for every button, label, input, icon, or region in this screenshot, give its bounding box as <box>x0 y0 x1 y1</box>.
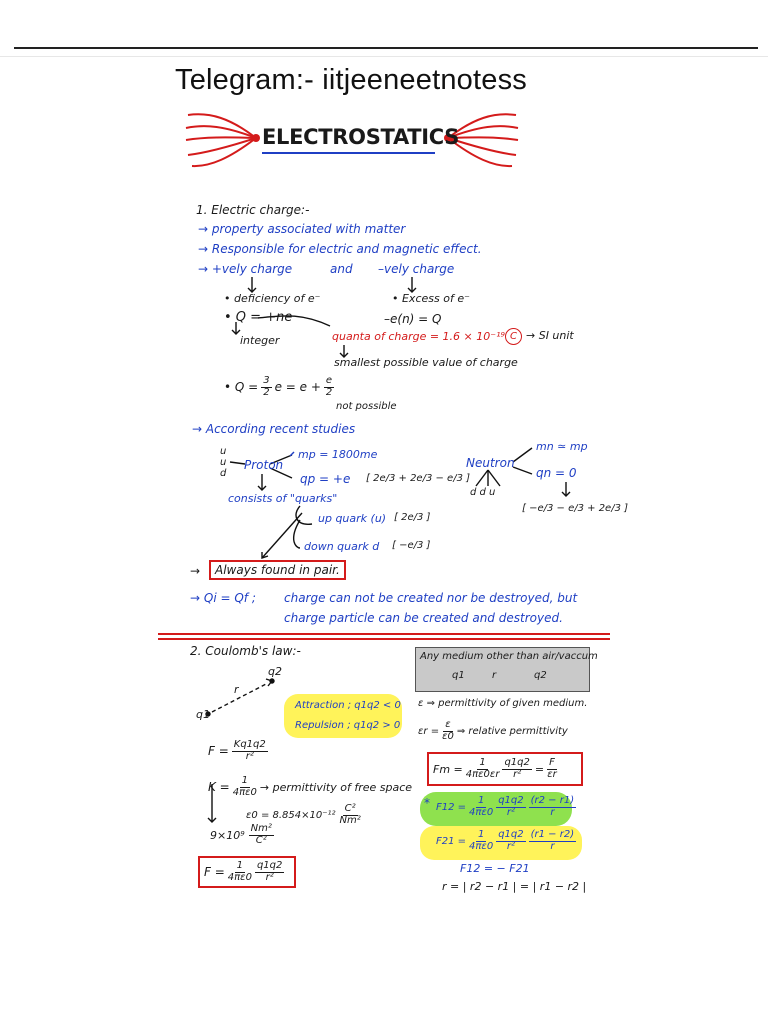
bullet-negative: –vely charge <box>378 262 455 276</box>
f12-frac2: $\frac{q1q2}{\text{r²}}$ <box>498 795 524 818</box>
f-kqq-row <box>208 740 268 762</box>
charge-q2: q2 <box>268 665 282 678</box>
k-unit: $\frac{\text{Nm²}}{\text{C²}}$ <box>250 823 272 846</box>
section-separator-1 <box>158 633 610 635</box>
proton-label: Proton <box>244 458 284 472</box>
smallest-text: smallest possible value of charge <box>334 356 518 369</box>
f21-frac1: $\frac{1}{4\pi\varepsilon 0}$ <box>469 829 494 852</box>
f21-row <box>436 830 576 852</box>
coulomb-symbol: C <box>505 328 522 345</box>
distance-r: r <box>234 683 239 696</box>
bullet-property: → property associated with matter <box>198 222 406 236</box>
q-e-fraction: $\frac{e}{2}$ <box>325 375 333 398</box>
down-quark-text: down quark d <box>304 540 380 553</box>
medium-text: Any medium other than air/vaccum <box>420 651 598 662</box>
q-half-row <box>224 376 334 398</box>
section-separator-2 <box>158 638 610 640</box>
excess-text: • Excess of e⁻ <box>392 292 470 305</box>
down-quark-value: [ −e/3 ] <box>392 540 431 551</box>
repulsion-text: Repulsion ; q1q2 > 0 <box>295 720 401 731</box>
neutron-label: Neutron <box>466 456 515 470</box>
f21-label: F21 = <box>436 835 467 847</box>
coulomb-formula-box <box>198 856 296 888</box>
k-value-row <box>210 824 274 846</box>
f12-negative-text: F12 = − F21 <box>460 862 530 875</box>
conservation-line1: charge can not be created nor be destroyed, but <box>284 591 578 605</box>
fm-label: Fm = <box>433 762 463 776</box>
relative-permittivity-row <box>418 720 568 742</box>
mn-text: mn ≃ mp <box>536 440 588 453</box>
f12-row <box>436 796 576 818</box>
section1-title: 1. Electric charge:- <box>196 203 310 217</box>
q-ne-text: • Q = +ne <box>224 310 293 325</box>
r-magnitude-text: r = | r2 − r1 | = | r1 − r2 | <box>442 880 587 893</box>
up-quark-text: up quark (u) <box>318 512 387 525</box>
deficiency-text: • deficiency of e⁻ <box>224 292 321 305</box>
f-box-label: F = <box>204 865 225 879</box>
eps0-unit: $\frac{\text{C²}}{\text{Nm²}}$ <box>339 803 361 826</box>
medium-r: r <box>492 670 497 681</box>
heading-underline <box>262 152 435 154</box>
consists-text: consists of "quarks" <box>228 492 338 505</box>
proton-sum: [ 2e/3 + 2e/3 − e/3 ] <box>366 473 471 484</box>
f21-frac2: $\frac{q1q2}{\text{r²}}$ <box>498 829 524 852</box>
eps-r-fraction: $\frac{\varepsilon}{\varepsilon 0}$ <box>442 719 454 742</box>
fm-frac1: $\frac{1}{4\pi\varepsilon 0\varepsilon r}$ <box>465 757 500 780</box>
integer-label: integer <box>240 334 280 347</box>
conservation-line2: charge particle can be created and destroyed. <box>284 611 563 625</box>
f-box-frac2: $\frac{q1q2}{\text{r²}}$ <box>256 860 283 883</box>
k-row <box>208 776 412 798</box>
star-mark: * <box>424 796 430 810</box>
according-text: → According recent studies <box>192 422 356 436</box>
medium-q2: q2 <box>534 670 547 681</box>
eps-r-rest: ⇒ relative permittivity <box>456 725 568 737</box>
f12-frac3: $\frac{(r2 - r1)}{r}$ <box>530 795 575 818</box>
q-half-rest: e = e + <box>274 380 321 394</box>
si-unit-text: → SI unit <box>526 329 574 342</box>
section-heading: ELECTROSTATICS <box>262 125 460 149</box>
f-label: F = <box>208 744 229 758</box>
quanta-text: quanta of charge = 1.6 × 10⁻¹⁹ <box>332 330 505 343</box>
medium-q1: q1 <box>452 670 465 681</box>
f12-frac1: $\frac{1}{4\pi\varepsilon 0}$ <box>469 795 494 818</box>
f21-frac3: $\frac{(r1 - r2)}{r}$ <box>530 829 575 852</box>
bullet-responsible: → Responsible for electric and magnetic effect. <box>198 242 482 256</box>
charge-q1: q1 <box>196 708 210 721</box>
eps-r-label: εr = <box>418 725 440 737</box>
fm-frac2: $\frac{q1q2}{\text{r²}}$ <box>504 757 530 780</box>
arrow-always: → <box>190 564 201 578</box>
k-value: 9×10⁹ <box>210 828 245 842</box>
q-half-label: • Q = <box>224 380 259 394</box>
neutron-sum: [ −e/3 − e/3 + 2e/3 ] <box>522 503 629 514</box>
not-possible-text: not possible <box>336 401 397 412</box>
q-half-fraction: $\frac{3}{2}$ <box>263 375 270 398</box>
always-pair-box: Always found in pair. <box>209 560 346 580</box>
bullet-positive: → +vely charge <box>198 262 293 276</box>
page-title: Telegram:- iitjeeneetnotess <box>175 64 527 96</box>
qp-text: qp = +e <box>300 472 351 486</box>
ddu-text: d d u <box>470 487 496 498</box>
medium-force-box <box>427 752 583 786</box>
f-kqq-fraction: $\frac{Kq1q2}{\text{r²}}$ <box>233 739 266 762</box>
q-neg-text: –e(n) = Q <box>384 312 442 326</box>
f-box-frac1: $\frac{1}{4\pi\varepsilon 0}$ <box>227 860 252 883</box>
fm-equals: = <box>534 762 545 776</box>
epsilon-text: ε ⇒ permittivity of given medium. <box>418 698 588 709</box>
permittivity-free-text: → permittivity of free space <box>259 780 413 794</box>
qn-text: qn = 0 <box>536 466 577 480</box>
f12-label: F12 = <box>436 801 467 813</box>
conservation-lhs: → Qi = Qf ; <box>190 591 256 605</box>
bullet-and: and <box>330 262 353 276</box>
mp-text: mp = 1800me <box>298 448 378 461</box>
k-fraction: $\frac{1}{4\pi\varepsilon 0}$ <box>232 775 257 798</box>
fm-frac3: $\frac{F}{\varepsilon r}$ <box>547 757 557 780</box>
eps0-value: ε0 = 8.854×10⁻¹² <box>246 809 336 821</box>
up-quark-value: [ 2e/3 ] <box>394 512 431 523</box>
section2-title: 2. Coulomb's law:- <box>190 644 301 658</box>
uud-u1: u <box>220 446 227 457</box>
k-label: K = <box>208 780 230 794</box>
uud-u2: u <box>220 457 227 468</box>
uud-d: d <box>220 468 227 479</box>
attraction-text: Attraction ; q1q2 < 0 <box>295 700 401 711</box>
